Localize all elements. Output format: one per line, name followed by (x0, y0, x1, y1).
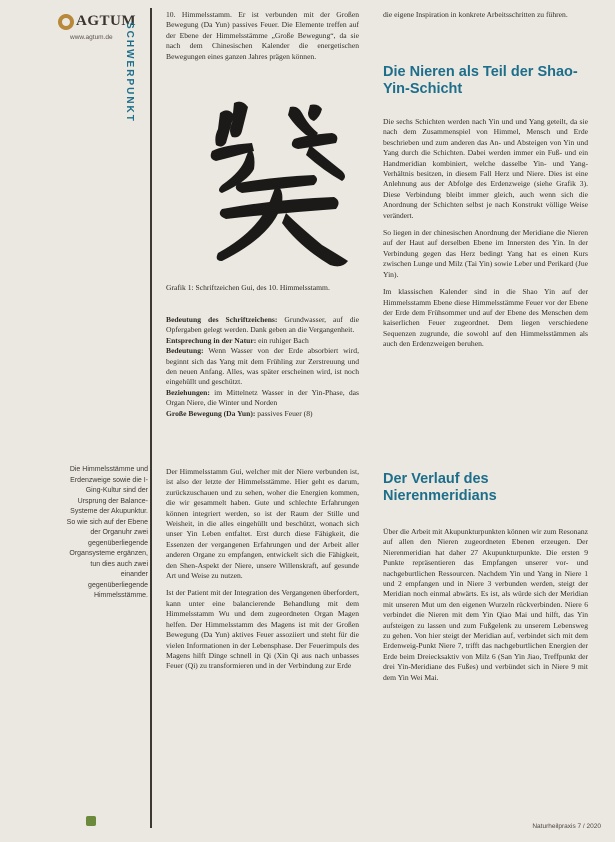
col2-intro-text: die eigene Inspiration in konkrete Arbeitsschritten zu führen. (383, 10, 568, 19)
def-label: Beziehungen: (166, 387, 210, 397)
def-item (166, 346, 359, 388)
def-item (166, 336, 359, 346)
col2-section-2 (383, 527, 588, 690)
col1-definitions (166, 315, 359, 419)
def-label: Große Bewegung (Da Yun): (166, 408, 256, 418)
section-label-text: SCHWERPUNKT (124, 22, 135, 123)
section-label (124, 22, 140, 132)
col2-paragraph: Die sechs Schichten werden nach Yin und und Yang geteilt, da sie nach dem Zusammenspiel von Himmel, Mensch und Erde beschrieben und zum anderen das An- und Absteigen von Yin und Yang durch die Schichten. Dabei werden immer ein Fuß- und ein Handmeridian kombiniert, welche dasselbe Yin- und Yang-Verhältnis besitzen, in diesem Fall Herz und Niere. Dies ist eine Anlehnung aus der Abfolge des Erdenzweige (siehe Grafik 3). Diese Verbindung bleibt immer gleich, auch wenn sich die Anordnung der Schichten selbst je nach Konstrukt völlige Weise verändert. (383, 117, 588, 220)
brand-name: AGTUM (76, 13, 136, 29)
col1-paragraph: Der Himmelsstamm Gui, welcher mit der Niere verbunden ist, ist also der letzte der Himmelsstämme. Hier geht es darum, zurückzuschauen und zu sehen, woher die Energien kommen, die wir gesammelt haben. Gute und schlechte Erfahrungen können integriert werden, so ist der Raum der Stille und Weisheit, in die alles eingehüllt und beschützt, wonach sich unser Yin Leben entfaltet. Erst durch diese Fähigkeit, die Essenzen der vergangenen Erfahrungen und der Arbeit aller anderen Organe zu empfangen, entwickelt sich die Fähigkeit, den Shen-Aspekt der Niere, unsere Willenskraft, auf gesunde Art und Weise zu nutzen. (166, 467, 359, 581)
sidebar-note: Die Himmelsstämme und Erdenzweige sowie die I-Ging-Kultur sind der Ursprung der Balance-Systeme der Akupunktur. So wie sich auf der Ebene der Organuhr zwei gegenüberliegende Organsysteme ergänzen, tun dies auch zwei einander gegenüberliegende Himmelsstämme. (66, 466, 148, 599)
col1-body (166, 467, 359, 679)
page-footer: Naturheilpraxis 7 / 2020 (532, 823, 601, 830)
def-text: passives Feuer (8) (255, 408, 313, 418)
col1-intro-text: 10. Himmelsstamm. Er ist verbunden mit der Großen Bewegung (Da Yun) passives Feuer. Die Elemente treffen auf der Ebene der Himmelsstämme „Große Bewegung“, da sie nach dem Chinesischen Kalender die energetischen Bewegungen eines ganzen Jahres prägen können. (166, 10, 359, 61)
col1-paragraph: Ist der Patient mit der Integration des Vergangenen überfordert, kann unter eine balancierende Behandlung mit dem Himmelsstamm Wu und dem zugeordneten Organ Magen helfen. Der Himmelsstamm des Magens ist mit der Großen Bewegung (Da Yun) aktives Feuer assoziiert und steht für die vielen Informationen in der Lebensphase. Der Feuerimpuls des Magens hilft Dinge schnell in Qi (Xin Qi aus nach unbasses Feuer (Qi) zu transformieren und in der Verbindung zur Erde (166, 588, 359, 671)
col2-paragraph: Über die Arbeit mit Akupunkturpunkten können wir zum Resonanz auf allen den Nieren zugeordneten Ebenen erzeugen. Der Nierenmeridian hat daher 27 Akupunkturpunkte. Die ersten 9 Punkte repräsentieren das Empfangen unserer vor- und nachgeburtlichen Ressourcen. Nachdem Yin und Yang in Niere 1 und 2 empfangen und in Niere 3 verbunden werden, steigt der Meridian noch einmal abwärts. Es ist, als würde sich der Meridian mit unseren Mut um den eigenen Wurzeln rückverbinden. Niere 6 verbindet die Nieren mit dem Yin Qiao Mai und hilft, das Yin aufsteigen zu lassen und zum Fußgelenk zu unserem Lebensweg zu gehen. Von hier steigt der Meridian auf, verbindet sich mit dem Erdenweig-Punkt Niere 7, trifft das nachgeburtlichen Energien der Erde beim Dreiecksaktiv von Milz 6 (San Yin Jiao, Treffpunkt der drei Yin-Meridiane des Fußes) und verbündet sich in Niere 9 mit dem Yin Wei Mai. (383, 527, 588, 682)
def-label: Bedeutung des Schriftzeichens: (166, 315, 278, 324)
col2-paragraph: Im klassischen Kalender sind in die Shao Yin auf der Himmelsstamm Ebene diese Himmelsstämme Feuer vor der Ebene der Erde dem Frühsommer und auf der Ebene des Menschen dem kaiserlichen Feuer zugeordnet. Dem liegen verschiedene Sequenzen zugrunde, die sowohl auf den Himmelsstämmen als auch den Erdenzweigen beruhen. (383, 287, 588, 349)
logo-icon (58, 14, 74, 30)
col2-intro (383, 10, 588, 27)
def-label: Entsprechung in der Natur: (166, 335, 257, 345)
col1-intro (166, 10, 359, 69)
def-text: Wenn Wasser von der Erde absorbiert wird, beginnt sich das Yang mit dem Frühling zur Zerstreuung und den neuen Anfang. Alles, was später erscheinen wird, ist noch eingehüllt und geschützt. (166, 346, 359, 387)
col2-section-1 (383, 117, 588, 357)
figure-caption: Grafik 1: Schriftzeichen Gui, des 10. Himmelsstamm. (166, 283, 330, 292)
def-item (166, 388, 359, 409)
vertical-divider (150, 8, 152, 828)
def-item (166, 409, 359, 419)
gui-glyph-icon (182, 85, 372, 275)
calligraphy-figure (182, 85, 372, 275)
heading-meridian: Der Verlauf des Nierenmeridians (383, 471, 497, 504)
def-text: im Mittelnetz Wasser in der Yin-Phase, das Organ Niere, die Winter und Norden (166, 387, 359, 408)
heading-shao-yin: Die Nieren als Teil der Shao-Yin-Schicht (383, 64, 578, 97)
brand-url[interactable]: www.agtum.de (70, 34, 113, 41)
page-tag (86, 816, 96, 826)
def-label: Bedeutung: (166, 346, 204, 356)
col2-paragraph: So liegen in der chinesischen Anordnung der Meridiane die Nieren auf der Haut auf derselben Ebene im Innersten des Yin. In der Verbindung gegen das Herz bedingt Yang hat es einen Kurs zwischen Lunge und Milz (Tai Yin) sowie Leber und Perikard (Jue Yin). (383, 228, 588, 279)
def-item (166, 315, 359, 336)
def-text: Grundwasser, auf die Opfergaben gelegt werden. Dank geben an die Vergangenheit. (166, 315, 359, 335)
def-text: ein ruhiger Bach (256, 335, 309, 345)
